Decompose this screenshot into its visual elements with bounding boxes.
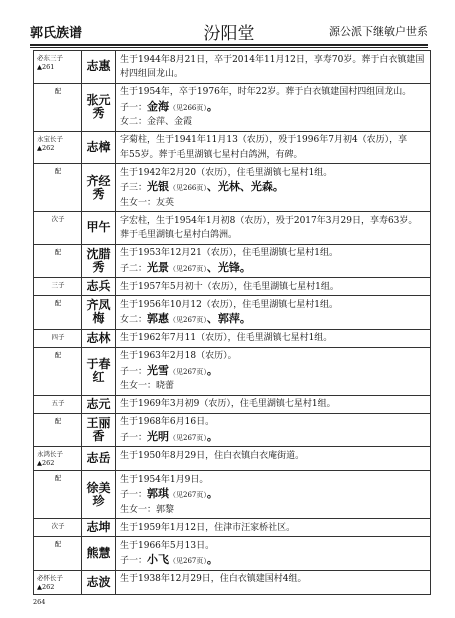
biography-line [120, 312, 427, 328]
biography-cell [116, 212, 430, 244]
table-row [34, 84, 430, 132]
person-name: 张元秀 [82, 84, 116, 131]
table-row [34, 330, 430, 348]
page-reference: （见267页） [169, 433, 207, 442]
biography-line: 年55岁。葬于毛里湖镇七星村白鸽洲，有碑。 [120, 149, 303, 160]
person-name: 王丽香 [82, 414, 116, 447]
relation-cell [34, 212, 82, 244]
biography-cell [116, 447, 430, 470]
person-name: 于春红 [82, 348, 116, 395]
relation-cell [34, 164, 82, 211]
children-label: 子三： [120, 183, 148, 193]
page-reference: （见266页） [169, 103, 207, 112]
relation-label: 配 [54, 299, 62, 307]
relation-label: 配 [54, 167, 62, 175]
person-name: 志元 [82, 396, 116, 413]
biography-line: 生于1956年10月12（农历），住毛里湖镇七星村1组。 [120, 299, 339, 310]
children-rest: 、光林、光森。 [206, 180, 284, 193]
relation-cell [34, 471, 82, 518]
header-rule-thin [30, 47, 428, 48]
page-reference: （见266页） [169, 184, 207, 192]
table-row [34, 447, 430, 471]
table-row [34, 414, 430, 448]
relation-label: 配 [54, 247, 62, 256]
table-row [34, 212, 430, 245]
relation-label: 永鸿长子 [37, 450, 63, 458]
relation-label: 次子 [51, 215, 65, 223]
child-name: 光雪 [147, 363, 170, 377]
biography-line [120, 430, 427, 446]
biography-cell [116, 132, 430, 164]
relation-cell [34, 447, 82, 470]
biography-line: 生女一：友英 [120, 197, 175, 208]
children-rest: 、郭萍。 [206, 312, 251, 325]
children-rest: 、光锋。 [206, 260, 251, 274]
person-name: 志岳 [82, 447, 116, 470]
person-name: 志林 [82, 330, 116, 347]
relation-cell [34, 571, 82, 594]
biography-cell [116, 164, 430, 211]
person-name: 齐凤梅 [82, 296, 116, 329]
page-reference: （见267页） [169, 557, 207, 565]
relation-cell [34, 51, 82, 83]
relation-label: 配 [54, 416, 62, 425]
table-row [34, 51, 430, 84]
person-name: 志惠 [82, 51, 116, 83]
table-row [34, 519, 430, 537]
person-name: 志坤 [82, 519, 116, 536]
generation-marker: ▲261 [37, 63, 55, 71]
person-name: 徐美珍 [82, 471, 116, 518]
biography-line: 生于1959年1月12日，住津市汪家桥社区。 [120, 522, 296, 533]
child-name: 光银 [147, 180, 170, 193]
children-rest: 。 [206, 363, 218, 377]
relation-cell [34, 348, 82, 395]
table-row [34, 348, 430, 396]
children-label: 子一： [120, 432, 148, 443]
biography-line: 生于1954年，卒于1976年，时年22岁。葬于白衣镇建国村四组回龙山。 [120, 87, 412, 97]
page-reference: （见267页） [169, 264, 207, 273]
child-name: 郭惠 [147, 312, 170, 325]
biography-line: 生于1954年1月9日。 [120, 474, 209, 485]
biography-cell [116, 471, 430, 518]
table-row [34, 571, 430, 595]
biography-cell [116, 571, 430, 594]
relation-label: 配 [54, 540, 62, 548]
biography-line: 女二：金萍、金霞 [120, 117, 193, 127]
biography-cell [116, 296, 430, 329]
biography-line: 生于1969年3月初9（农历），住毛里湖镇七星村1组。 [120, 399, 336, 409]
biography-cell [116, 51, 430, 83]
relation-label: 次子 [51, 522, 65, 530]
relation-cell [34, 245, 82, 278]
person-name: 志波 [82, 571, 116, 594]
biography-line: 生于1950年8月29日，住白衣镇白衣庵街道。 [120, 450, 305, 461]
biography-cell [116, 245, 430, 278]
table-row [34, 396, 430, 414]
biography-cell [116, 396, 430, 413]
table-row [34, 296, 430, 330]
biography-line [120, 261, 427, 277]
biography-cell [116, 414, 430, 447]
book-title: 郭氏族谱 [30, 26, 83, 41]
children-label: 女二： [120, 315, 148, 325]
person-name: 志兵 [82, 278, 116, 295]
biography-cell [116, 330, 430, 347]
biography-line [120, 364, 427, 380]
biography-cell [116, 84, 430, 131]
relation-cell [34, 396, 82, 413]
children-label: 子一： [120, 490, 148, 500]
biography-line: 生女一：郭黎 [120, 504, 175, 515]
biography-line [120, 487, 427, 503]
children-rest: 。 [206, 487, 218, 500]
biography-line: 生于1968年6月16日。 [120, 417, 215, 427]
table-row [34, 537, 430, 571]
table-row [34, 132, 430, 165]
child-name: 小飞 [147, 553, 170, 566]
child-name: 光景 [147, 260, 170, 274]
genealogy-table [33, 50, 431, 595]
page-reference: （见267页） [169, 367, 207, 376]
relation-cell [34, 278, 82, 295]
biography-line: 生于1957年5月初十（农历），住毛里湖镇七星村1组。 [120, 281, 339, 292]
children-label: 子一： [120, 366, 148, 377]
children-rest: 。 [206, 429, 218, 443]
biography-line [120, 180, 427, 196]
relation-label: 必东三子 [37, 54, 63, 62]
relation-cell [34, 296, 82, 329]
relation-label: 必怀长子 [37, 573, 63, 582]
biography-line: 生于1942年2月20（农历），住毛里湖镇七星村1组。 [120, 167, 333, 178]
children-label: 子二： [120, 263, 148, 274]
relation-label: 五子 [51, 398, 65, 407]
relation-cell [34, 414, 82, 447]
biography-line: 生于1944年8月21日，卒于2014年11月12日，享寿70岁。葬于白衣镇建国 [120, 54, 425, 65]
children-label: 子一： [120, 556, 148, 566]
biography-line: 生于1962年7月11（农历），住毛里湖镇七星村1组。 [120, 333, 333, 343]
biography-line: 生于1963年2月18（农历）。 [120, 351, 237, 361]
person-name: 齐经秀 [82, 164, 116, 211]
relation-cell [34, 84, 82, 131]
relation-label: 配 [54, 474, 62, 482]
page-reference: （见267页） [169, 316, 207, 324]
biography-cell [116, 519, 430, 536]
generation-marker: ▲262 [37, 582, 55, 591]
hall-name: 汾阳堂 [203, 24, 255, 44]
biography-line: 村四组回龙山。 [120, 69, 184, 79]
table-row [34, 471, 430, 519]
relation-cell [34, 132, 82, 164]
biography-line: 生于1938年12月29日，住白衣镇建国村4组。 [120, 574, 307, 584]
table-row [34, 278, 430, 296]
biography-cell [116, 348, 430, 395]
biography-line: 葬于毛里湖镇七星村白鸽洲。 [120, 230, 238, 240]
page-reference: （见267页） [169, 491, 207, 499]
biography-cell [116, 537, 430, 570]
children-label: 子一： [120, 102, 148, 113]
table-row [34, 164, 430, 212]
child-name: 金海 [147, 99, 170, 113]
relation-cell [34, 537, 82, 570]
biography-line: 生女一：晓蕾 [120, 381, 175, 391]
generation-marker: ▲262 [37, 459, 55, 467]
biography-line: 生于1966年5月13日。 [120, 540, 215, 551]
relation-label: 四子 [51, 332, 65, 341]
relation-label: 永宝长子 [37, 134, 63, 143]
header-rule-thick [30, 44, 428, 46]
page-header [30, 18, 428, 44]
biography-line: 生于1953年12月21（农历），住毛里湖镇七星村1组。 [120, 248, 339, 258]
children-rest: 。 [206, 99, 218, 113]
biography-line [120, 553, 427, 569]
person-name: 志樟 [82, 132, 116, 164]
biography-line: 字宏柱，生于1954年1月初8（农历），殁于2017年3月29日，享寿63岁。 [120, 215, 418, 226]
biography-cell [116, 278, 430, 295]
lineage-title: 源公派下继敏户世系 [329, 25, 428, 38]
page-number: 264 [33, 598, 46, 606]
child-name: 光明 [147, 429, 170, 443]
relation-cell [34, 330, 82, 347]
table-row [34, 245, 430, 279]
generation-marker: ▲262 [37, 143, 55, 152]
person-name: 熊慧 [82, 537, 116, 570]
relation-label: 三子 [51, 281, 65, 289]
children-rest: 。 [206, 553, 218, 566]
relation-cell [34, 519, 82, 536]
biography-line: 字菊柱，生于1941年11月13（农历），殁于1996年7月初4（农历），享 [120, 135, 408, 145]
biography-line [120, 100, 427, 116]
relation-label: 配 [54, 86, 62, 95]
relation-label: 配 [54, 350, 62, 359]
person-name: 沈腊秀 [82, 245, 116, 278]
person-name: 甲午 [82, 212, 116, 244]
child-name: 郭琪 [147, 487, 170, 500]
